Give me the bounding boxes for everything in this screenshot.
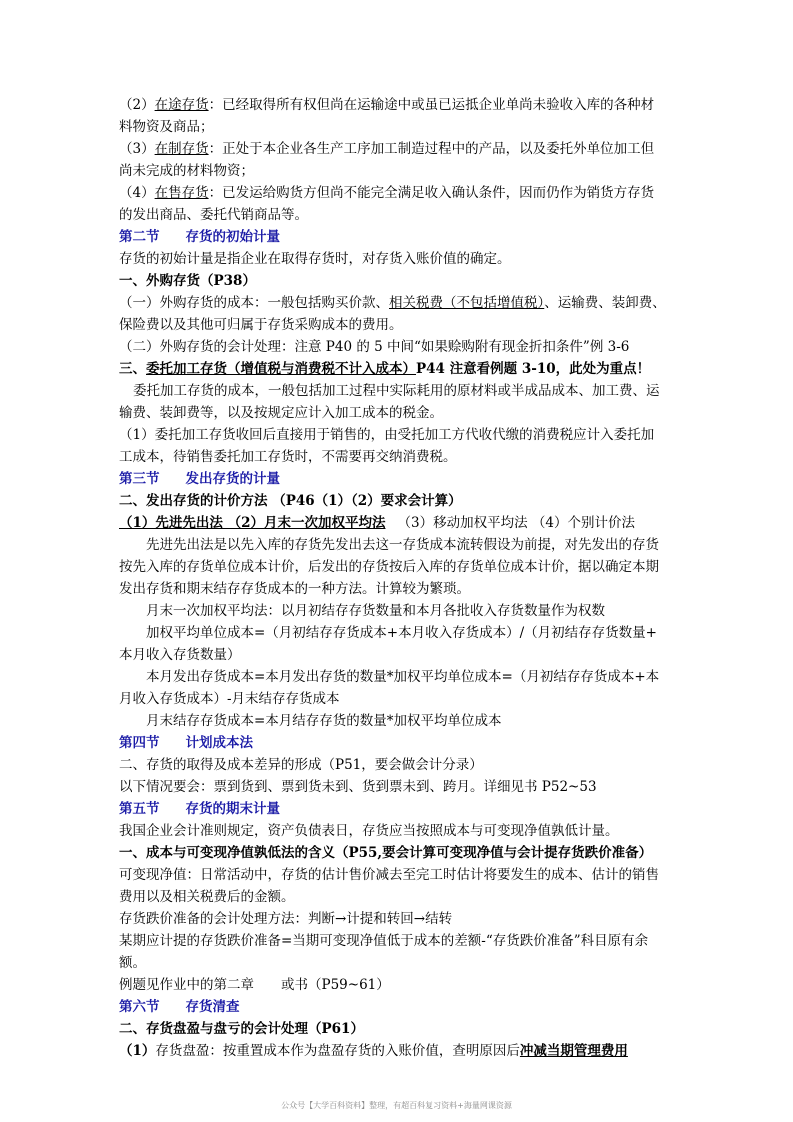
term-for-sale: 在售存货 <box>154 185 209 201</box>
text-line: （一）外购存货的成本：一般包括购买价款、相关税费（不包括增值税）、运输费、装卸费、 <box>119 295 666 311</box>
term-fifo-weighted: （1）先进先出法 （2）月末一次加权平均法 <box>119 515 386 531</box>
text-line: （3）在制存货：正处于本企业各生产工序加工制造过程中的产品，以及委托外单位加工但 <box>119 141 655 157</box>
section-heading-4: 第四节 计划成本法 <box>119 735 253 751</box>
text-line: 可变现净值：日常活动中，存货的估计售价减去至完工时估计将要发生的成本、估计的销售 <box>119 867 659 883</box>
text-line: 加权平均单位成本=（月初结存存货成本+本月收入存货成本）/（月初结存存货数量+ <box>146 625 657 641</box>
section-heading-6: 第六节 存货清查 <box>119 999 240 1015</box>
text-line: （1）委托加工存货收回后直接用于销售的，由受托加工方代收代缴的消费税应计入委托加 <box>119 427 655 443</box>
subheading: 二、发出存货的计价方法 （P46（1）（2）要求会计算） <box>119 493 462 509</box>
text-line: 月末结存存货成本=本月结存存货的数量*加权平均单位成本 <box>146 713 502 729</box>
text-line: 的发出商品、委托代销商品等。 <box>119 207 308 223</box>
text-line: 按先入库的存货单位成本计价，后发出的存货按后入库的存货单位成本计价，据以确定本期 <box>119 559 659 575</box>
text-line: 存货的初始计量是指企业在取得存货时，对存货入账价值的确定。 <box>119 251 511 267</box>
text-line: 工成本，待销售委托加工存货时，不需要再交纳消费税。 <box>119 449 457 465</box>
text-line: 本月收入存货数量） <box>119 647 241 663</box>
text-line: 发出存货和期末结存存货成本的一种方法。计算较为繁琐。 <box>119 581 470 597</box>
subheading: 二、存货盘盈与盘亏的会计处理（P61） <box>119 1021 364 1037</box>
text-line: 某期应计提的存货跌价准备=当期可变现净值低于成本的差额-“存货跌价准备”科目原有余 <box>119 933 649 949</box>
section-heading-5: 第五节 存货的期末计量 <box>119 801 280 817</box>
section-heading-2: 第二节 存货的初始计量 <box>119 229 280 245</box>
text-line: 输费、装卸费等，以及按规定应计入加工成本的税金。 <box>119 405 443 421</box>
term-consigned-processing: 委托加工存货（增值税与消费税不计入成本） <box>146 361 416 377</box>
term-offset-admin-expense: 冲减当期管理费用 <box>519 1043 628 1059</box>
term-in-transit: 在途存货 <box>154 97 209 113</box>
section-heading-3: 第三节 发出存货的计量 <box>119 471 280 487</box>
text-line: 料物资及商品； <box>119 119 214 135</box>
text-line: 先进先出法是以先入库的存货先发出去这一存货成本流转假设为前提，对先发出的存货 <box>146 537 659 553</box>
text-line: 以下情况要会：票到货到、票到货未到、货到票未到、跨月。详细见书 P52~53 <box>119 779 597 795</box>
text-line: 额。 <box>119 955 146 971</box>
text-line: 保险费以及其他可归属于存货采购成本的费用。 <box>119 317 403 333</box>
text-line: 费用以及相关税费后的金额。 <box>119 889 295 905</box>
text-line: 委托加工存货的成本，一般包括加工过程中实际耗用的原材料或半成品成本、加工费、运 <box>133 383 660 399</box>
page-footer-watermark: 公众号【大学百科资料】整理，有超百科复习资料+海量网课资源 <box>281 1101 512 1110</box>
text-line: 月末一次加权平均法：以月初结存存货数量和本月各批收入存货数量作为权数 <box>146 603 605 619</box>
text-line: （1）存货盘盈：按重置成本作为盘盈存货的入账价值，查明原因后冲减当期管理费用 <box>119 1043 628 1059</box>
subheading: 一、外购存货（P38） <box>119 273 256 289</box>
subheading: 三、委托加工存货（增值税与消费税不计入成本）P44 注意看例题 3-10，此处为重点！ <box>119 361 651 377</box>
subheading: 一、成本与可变现净值孰低法的含义（P55,要会计算可变现净值与会计提存货跌价准备） <box>119 845 653 861</box>
text-line: （2）在途存货：已经取得所有权但尚在运输途中或虽已运抵企业单尚未验收入库的各种材 <box>119 97 655 113</box>
text-line: 二、存货的取得及成本差异的形成（P51，要会做会计分录） <box>119 757 483 773</box>
text-line: 月收入存货成本）-月末结存存货成本 <box>119 691 340 707</box>
text-line: 本月发出存货成本=本月发出存货的数量*加权平均单位成本=（月初结存存货成本+本 <box>146 669 660 685</box>
text-line: 我国企业会计准则规定，资产负债表日，存货应当按照成本与可变现净值孰低计量。 <box>119 823 619 839</box>
text-line: （二）外购存货的会计处理：注意 P40 的 5 中间“如果赊购附有现金折扣条件”例 3-6 <box>119 339 630 355</box>
text-line: （4）在售存货：已发运给购货方但尚不能完全满足收入确认条件，因而仍作为销货方存货 <box>119 185 655 201</box>
text-line: 例题见作业中的第二章 或书（P59~61） <box>119 977 390 993</box>
text-line: 尚未完成的材料物资； <box>119 163 254 179</box>
term-related-taxes: 相关税费（不包括增值税） <box>389 295 545 311</box>
text-line: （1）先进先出法 （2）月末一次加权平均法 （3）移动加权平均法 （4）个别计价法 <box>119 515 635 531</box>
term-in-process: 在制存货 <box>154 141 209 157</box>
text-line: 存货跌价准备的会计处理方法：判断→计提和转回→结转 <box>119 911 453 927</box>
